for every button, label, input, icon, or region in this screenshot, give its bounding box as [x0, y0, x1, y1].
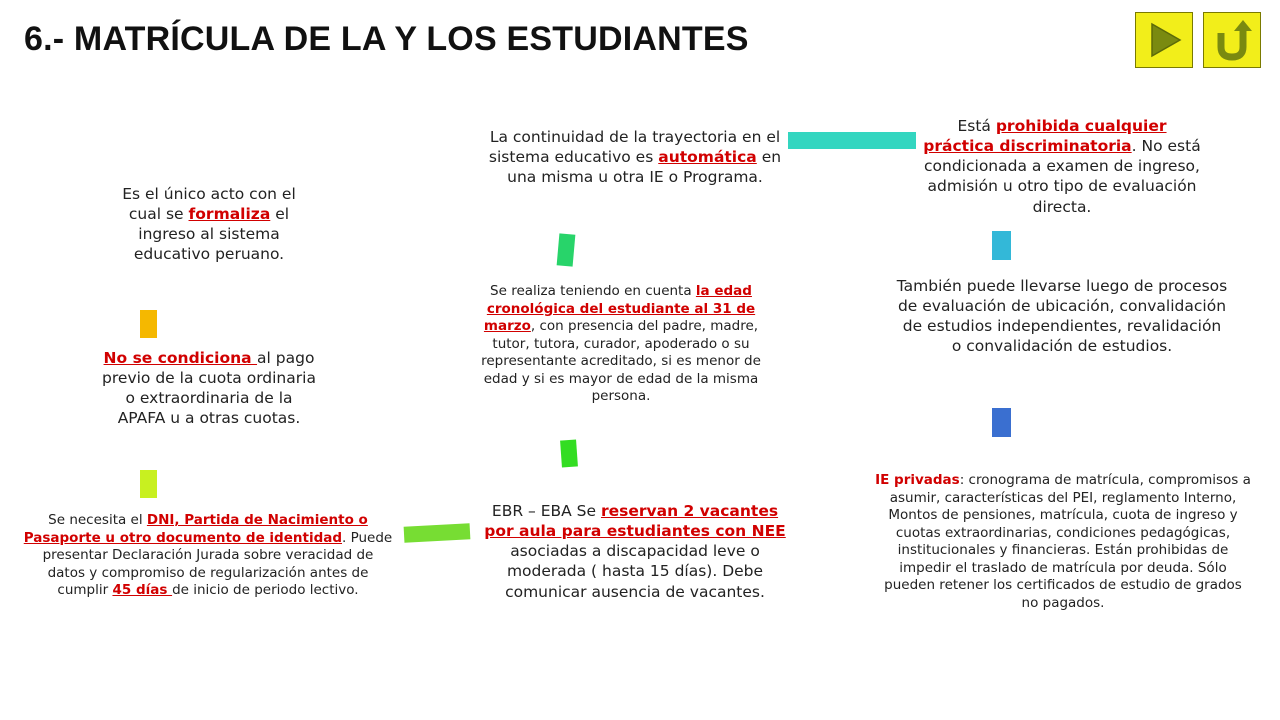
unico-acto-text-end: el ingreso al sistema educativo peruano. — [133, 205, 290, 264]
edad-text: Se realiza teniendo en cuenta — [490, 283, 696, 299]
block-evaluacion — [896, 276, 1228, 357]
privadas-text: : cronograma de matrícula, compromisos a asumir, características del PEI, reglamento Interno, Montos de pensiones, matrícula, cuota de ingreso y cuotas extraordinarias, condiciones pedagógicas, institucionales y financieras. Están prohibidas de impedir el traslado de matrícula por deuda. Sólo pueden retener los certificados de estudio de grados no pagados. — [884, 472, 1251, 611]
continuidad-text: La continuidad de la trayectoria en el sistema educativo es — [488, 128, 781, 167]
block-continuidad — [486, 127, 784, 187]
block-prohibida — [922, 116, 1202, 217]
edad-highlight: la edad cronológica del estudiante al 31 de marzo — [483, 283, 756, 335]
continuidad-text-end: en una misma u otra IE o Programa. — [507, 148, 782, 187]
edad-text-end: , con presencia del padre, madre, tutor, tutora, curador, apoderado o su representante acreditado, si es menor de edad y si es mayor de edad de la misma persona. — [481, 318, 761, 405]
prohibida-highlight: prohibida cualquier práctica discriminatoria — [923, 117, 1167, 156]
connector-blue — [992, 408, 1011, 437]
prohibida-text: Está — [957, 117, 996, 135]
connector-green-3 — [404, 523, 471, 542]
return-button[interactable] — [1203, 12, 1261, 68]
connector-green-2 — [560, 439, 578, 467]
unico-acto-highlight: formaliza — [188, 205, 271, 224]
return-u-arrow-icon — [1209, 17, 1255, 63]
connector-yellowgreen — [140, 470, 157, 498]
next-button[interactable] — [1135, 12, 1193, 68]
connector-teal — [788, 132, 916, 149]
block-unico-acto — [104, 184, 314, 265]
dias-highlight: 45 días — [112, 582, 173, 599]
block-no-condiciona — [100, 348, 318, 429]
documentos-text-end: de inicio de periodo lectivo. — [172, 582, 359, 599]
vacantes-text: EBR – EBA Se — [491, 502, 601, 520]
prohibida-text-end: . No está condicionada a examen de ingreso, admisión u otro tipo de evaluación directa. — [924, 137, 1201, 216]
block-edad — [466, 283, 776, 406]
no-condiciona-text: al pago previo de la cuota ordinaria o extraordinaria de la APAFA u a otras cuotas. — [102, 349, 316, 428]
evaluacion-text: También puede llevarse luego de procesos de evaluación de ubicación, convalidación de estudios independientes, revalidación o convalidación de estudios. — [896, 277, 1228, 356]
connector-orange — [140, 310, 157, 338]
connector-lightblue — [992, 231, 1011, 260]
continuidad-highlight: automática — [658, 148, 757, 167]
documentos-text: Se necesita el — [48, 512, 147, 528]
unico-acto-text: Es el único acto con el cual se — [122, 185, 296, 224]
block-privadas — [874, 472, 1252, 612]
connector-green-1 — [557, 233, 576, 266]
no-condiciona-highlight: No se condiciona — [103, 349, 258, 367]
page-title: 6.- MATRÍCULA DE LA Y LOS ESTUDIANTES — [24, 20, 749, 58]
vacantes-text-end: asociadas a discapacidad leve o moderada ( hasta 15 días). Debe comunicar ausencia de vacantes. — [505, 542, 765, 601]
privadas-highlight: IE privadas — [875, 472, 960, 488]
documentos-highlight: DNI, Partida de Nacimiento o Pasaporte u otro documento de identidad — [23, 512, 368, 546]
vacantes-highlight: reservan 2 vacantes por aula para estudiantes con NEE — [484, 502, 786, 541]
play-arrow-icon — [1142, 18, 1186, 62]
documentos-text-mid: . Puede presentar Declaración Jurada sobre veracidad de datos y compromiso de regularización antes de cumplir — [42, 529, 393, 599]
block-vacantes — [476, 501, 794, 602]
block-documentos — [22, 512, 394, 600]
